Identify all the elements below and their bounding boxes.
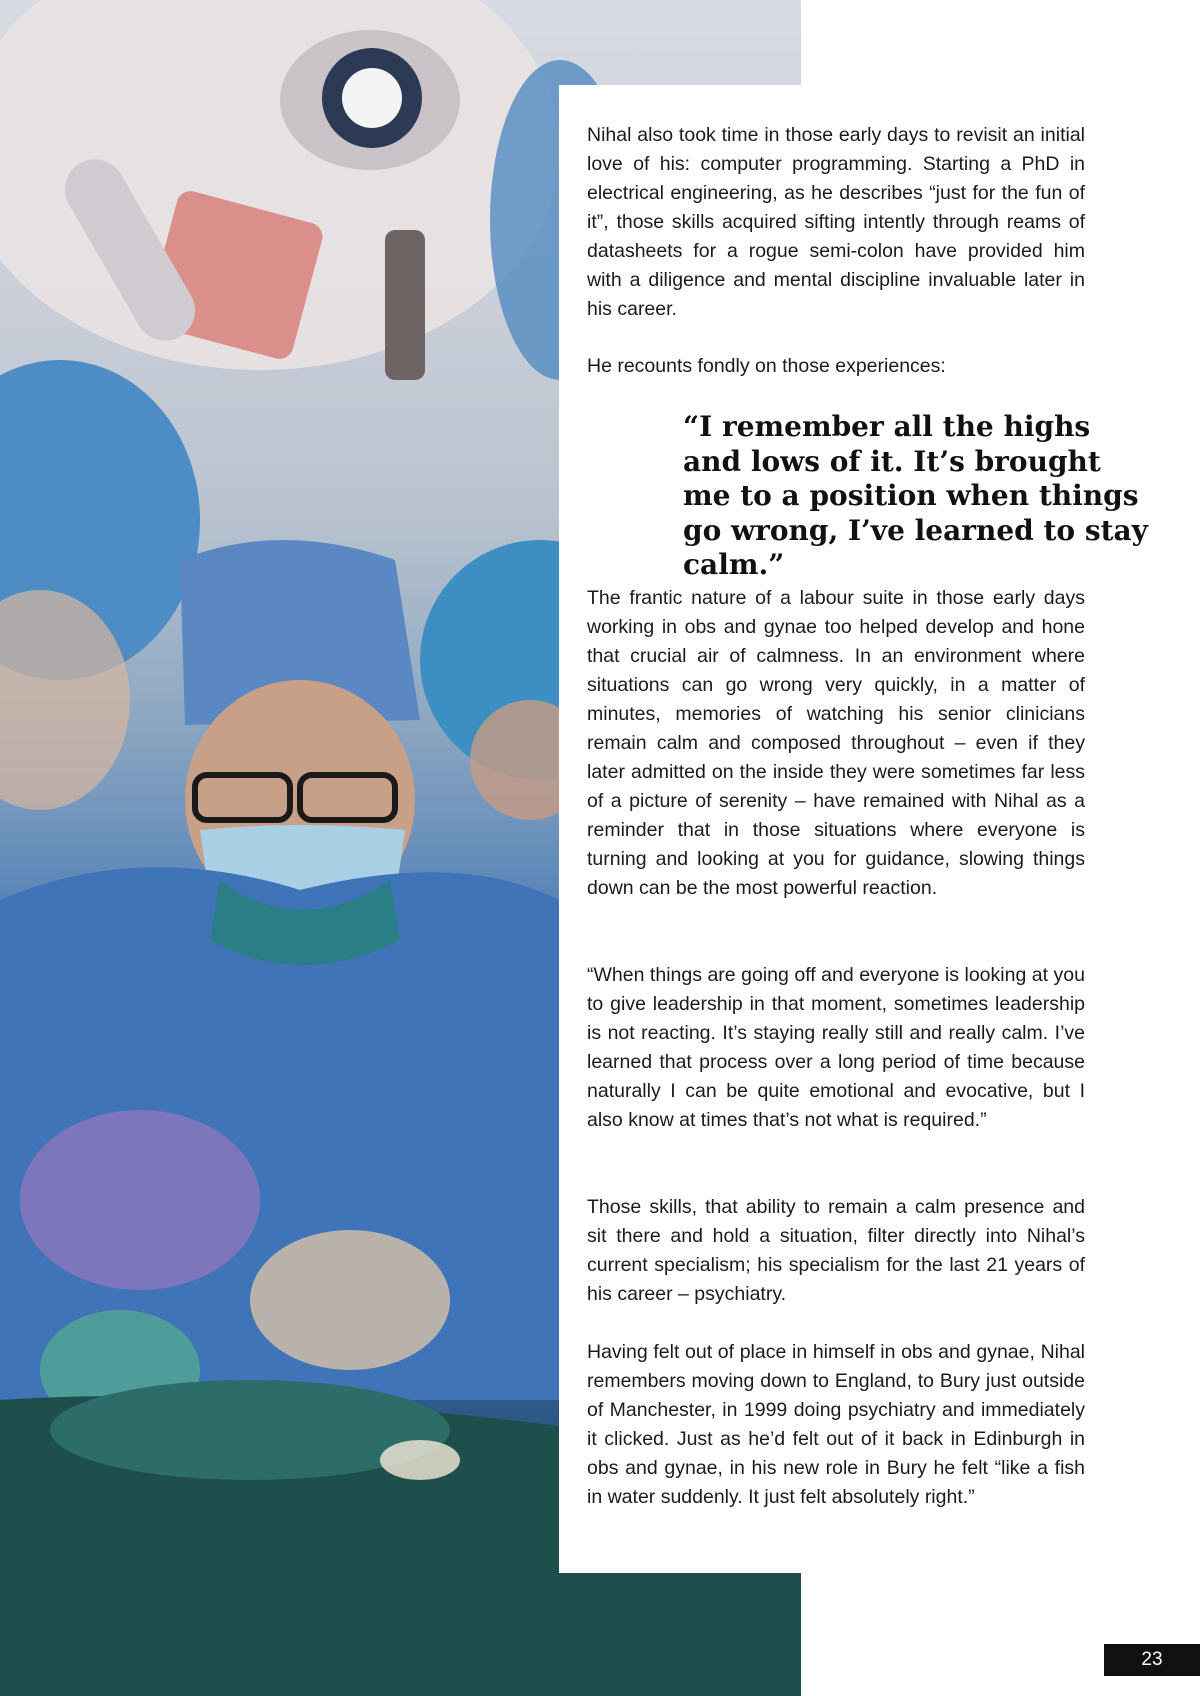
paragraph-4: “When things are going off and everyone is looking at you to give leadership in that moment, sometimes leadership is not reacting. It’s staying really still and really calm. I’ve learned that process over a long period of time because naturally I can be quite emotional and evocative, but I also know at times that’s not what is required.” xyxy=(587,964,1085,1131)
page-number xyxy=(1104,1644,1200,1676)
photo-cutout xyxy=(801,0,1200,85)
paragraph-3: The frantic nature of a labour suite in those early days working in obs and gynae too helped develop and hone that crucial air of calmness. In an environment where situations can go wrong very quickly, in a matter of minutes, memories of watching his senior clinicians remain calm and composed throughout – even if they later admitted on the inside they were sometimes far less of a picture of serenity – have remained with Nihal as a reminder that in those situations where everyone is turning and looking at you for guidance, slowing things down can be the most powerful reaction. xyxy=(587,587,1085,899)
paragraph-2: He recounts fondly on those experiences: xyxy=(587,355,946,377)
paragraph-1: Nihal also took time in those early days to revisit an initial love of his: computer programming. Starting a PhD in electrical engineering, as he describes “just for the fun of it”, those skills acquired sifting intently through reams of datasheets for a rogue semi-colon have provided him with a diligence and mental discipline invaluable later in his career. xyxy=(587,124,1085,320)
paragraph-5: Those skills, that ability to remain a calm presence and sit there and hold a situation, filter directly into Nihal’s current specialism; his specialism for the last 21 years of his career – psychiatry. xyxy=(587,1196,1085,1305)
pull-quote: “I remember all the highs and lows of it. It’s brought me to a position when things go wrong, I’ve learned to stay calm.” xyxy=(683,410,1148,581)
paragraph-6: Having felt out of place in himself in obs and gynae, Nihal remembers moving down to England, to Bury just outside of Manchester, in 1999 doing psychiatry and immediately it clicked. Just as he’d felt out of it back in Edinburgh in obs and gynae, in his new role in Bury he felt “like a fish in water suddenly. It just felt absolutely right.” xyxy=(587,1341,1085,1508)
page-number-text: 23 xyxy=(1141,1649,1163,1670)
